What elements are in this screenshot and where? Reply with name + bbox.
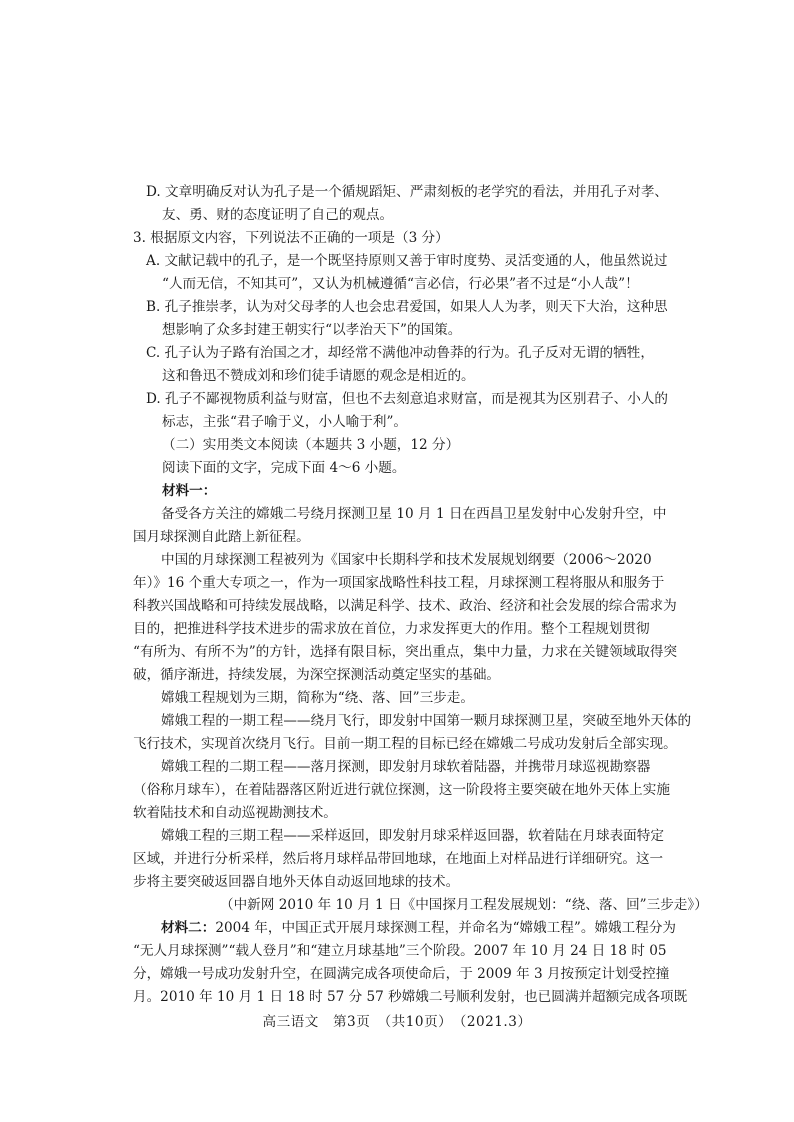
option-d-text-cont: 友、勇、财的态度证明了自己的观点。 xyxy=(162,207,394,223)
material-2-text: 2004 年，中国正式开展月球探测工程，并命名为“嫦娥工程”。嫦娥工程分为 xyxy=(215,920,677,936)
material-2-paragraph: 月。2010 年 10 月 1 日 18 时 57 分 57 秒嫦娥二号顺利发射，也已圆满并超额完成各项既 xyxy=(133,989,688,1005)
section-instruction: 阅读下面的文字，完成下面 4～6 小题。 xyxy=(162,460,406,476)
material-1-paragraph: 嫦娥工程的一期工程——绕月飞行，即发射中国第一颗月球探测卫星，突破至地外天体的 xyxy=(161,713,692,729)
material-1-paragraph: （俗称月球车），在着陆器落区附近进行就位探测，这一阶段将主要突破在地外天体上实施 xyxy=(133,782,670,798)
material-1-paragraph: 科教兴国战略和可持续发展战略，以满足科学、技术、政治、经济和社会发展的综合需求为 xyxy=(133,598,677,614)
material-1-paragraph: 中国的月球探测工程被列为《国家中长期科学和技术发展规划纲要（2006～2020 xyxy=(161,552,652,568)
option-c-text-cont: 这和鲁迅不赞成刘和珍们徒手请愿的观念是相近的。 xyxy=(162,368,475,384)
material-1-paragraph: 飞行技术，实现首次绕月飞行。目前一期工程的目标已经在嫦娥二号成功发射后全部实现。 xyxy=(133,736,677,752)
material-1-paragraph: 步将主要突破返回器自地外天体自动返回地球的技术。 xyxy=(133,874,460,890)
option-d2-text-cont: 标志，主张“君子喻于义，小人喻于利”。 xyxy=(162,414,407,430)
option-c-text: C. 孔子认为子路有治国之才，却经常不满他冲动鲁莽的行为。孔子反对无谓的牺牲， xyxy=(146,345,654,361)
page-footer: 高三语文 第3页 （共10页） （2021.3） xyxy=(262,1014,532,1030)
option-a-text-cont: “人而无信，不知其可”，又认为机械遵循“言必信，行必果”者不过是“小人哉”！ xyxy=(162,276,639,292)
option-b-text: B. 孔子推崇孝，认为对父母孝的人也会忠君爱国，如果人人为孝，则天下大治，这种思 xyxy=(146,299,668,315)
material-1-paragraph: 年）》16 个重大专项之一，作为一项国家战略性科技工程，月球探测工程将服从和服务于 xyxy=(133,575,665,591)
option-b-text-cont: 想影响了众多封建王朝实行“以孝治天下”的国策。 xyxy=(162,322,462,338)
material-2-paragraph xyxy=(161,919,676,937)
section-heading: （二）实用类文本阅读（本题共 3 小题，12 分） xyxy=(162,437,460,453)
material-1-paragraph: 目的，把推进科学技术进步的需求放在首位，力求发挥更大的作用。整个工程规划贯彻 xyxy=(133,621,650,637)
material-1-paragraph: 备受各方关注的嫦娥二号绕月探测卫星 10 月 1 日在西昌卫星发射中心发射升空，中 xyxy=(161,506,667,522)
material-1-paragraph: 破，循序渐进，持续发展，为深空探测活动奠定坚实的基础。 xyxy=(133,667,501,683)
question-3: 3. 根据原文内容，下列说法不正确的一项是（3 分） xyxy=(133,230,449,246)
material-2-paragraph: 分，嫦娥一号成功发射升空，在圆满完成各项使命后，于 2009 年 3 月按预定计划受控撞 xyxy=(133,966,670,982)
material-1-paragraph: 国月球探测自此踏上新征程。 xyxy=(133,529,310,545)
material-1-heading: 材料一： xyxy=(162,483,217,499)
material-1-paragraph: 软着陆技术和自动巡视勘测技术。 xyxy=(133,805,337,821)
option-a-text: A. 文献记载中的孔子，是一个既坚持原则又善于审时度势、灵活变通的人，他虽然说过 xyxy=(146,253,668,269)
material-1-source: （中新网 2010 年 10 月 1 日《中国探月工程发展规划：“绕、落、回”三步走》） xyxy=(220,897,708,913)
option-d-text: D. 文章明确反对认为孔子是一个循规蹈矩、严肃刻板的老学究的看法，并用孔子对孝、 xyxy=(146,184,669,200)
material-1-paragraph: 嫦娥工程的二期工程——落月探测，即发射月球软着陆器，并携带月球巡视勘察器 xyxy=(161,759,651,775)
material-1-paragraph: 嫦娥工程的三期工程——采样返回，即发射月球采样返回器，软着陆在月球表面特定 xyxy=(161,828,664,844)
material-2-paragraph: “无人月球探测”“载人登月”和“建立月球基地”三个阶段。2007 年 10 月 24 日 18 时 05 xyxy=(133,943,667,959)
material-1-paragraph: 嫦娥工程规划为三期，简称为“绕、落、回”三步走。 xyxy=(161,690,474,706)
material-1-paragraph: “有所为、有所不为”的方针，选择有限目标，突出重点，集中力量，力求在关键领域取得突 xyxy=(133,644,678,660)
material-1-paragraph: 区域，并进行分析采样，然后将月球样品带回地球，在地面上对样品进行详细研究。这一 xyxy=(133,851,664,867)
option-d2-text: D. 孔子不鄙视物质利益与财富，但也不去刻意追求财富，而是视其为区别君子、小人的 xyxy=(146,391,669,407)
material-2-heading: 材料二： xyxy=(161,920,216,936)
